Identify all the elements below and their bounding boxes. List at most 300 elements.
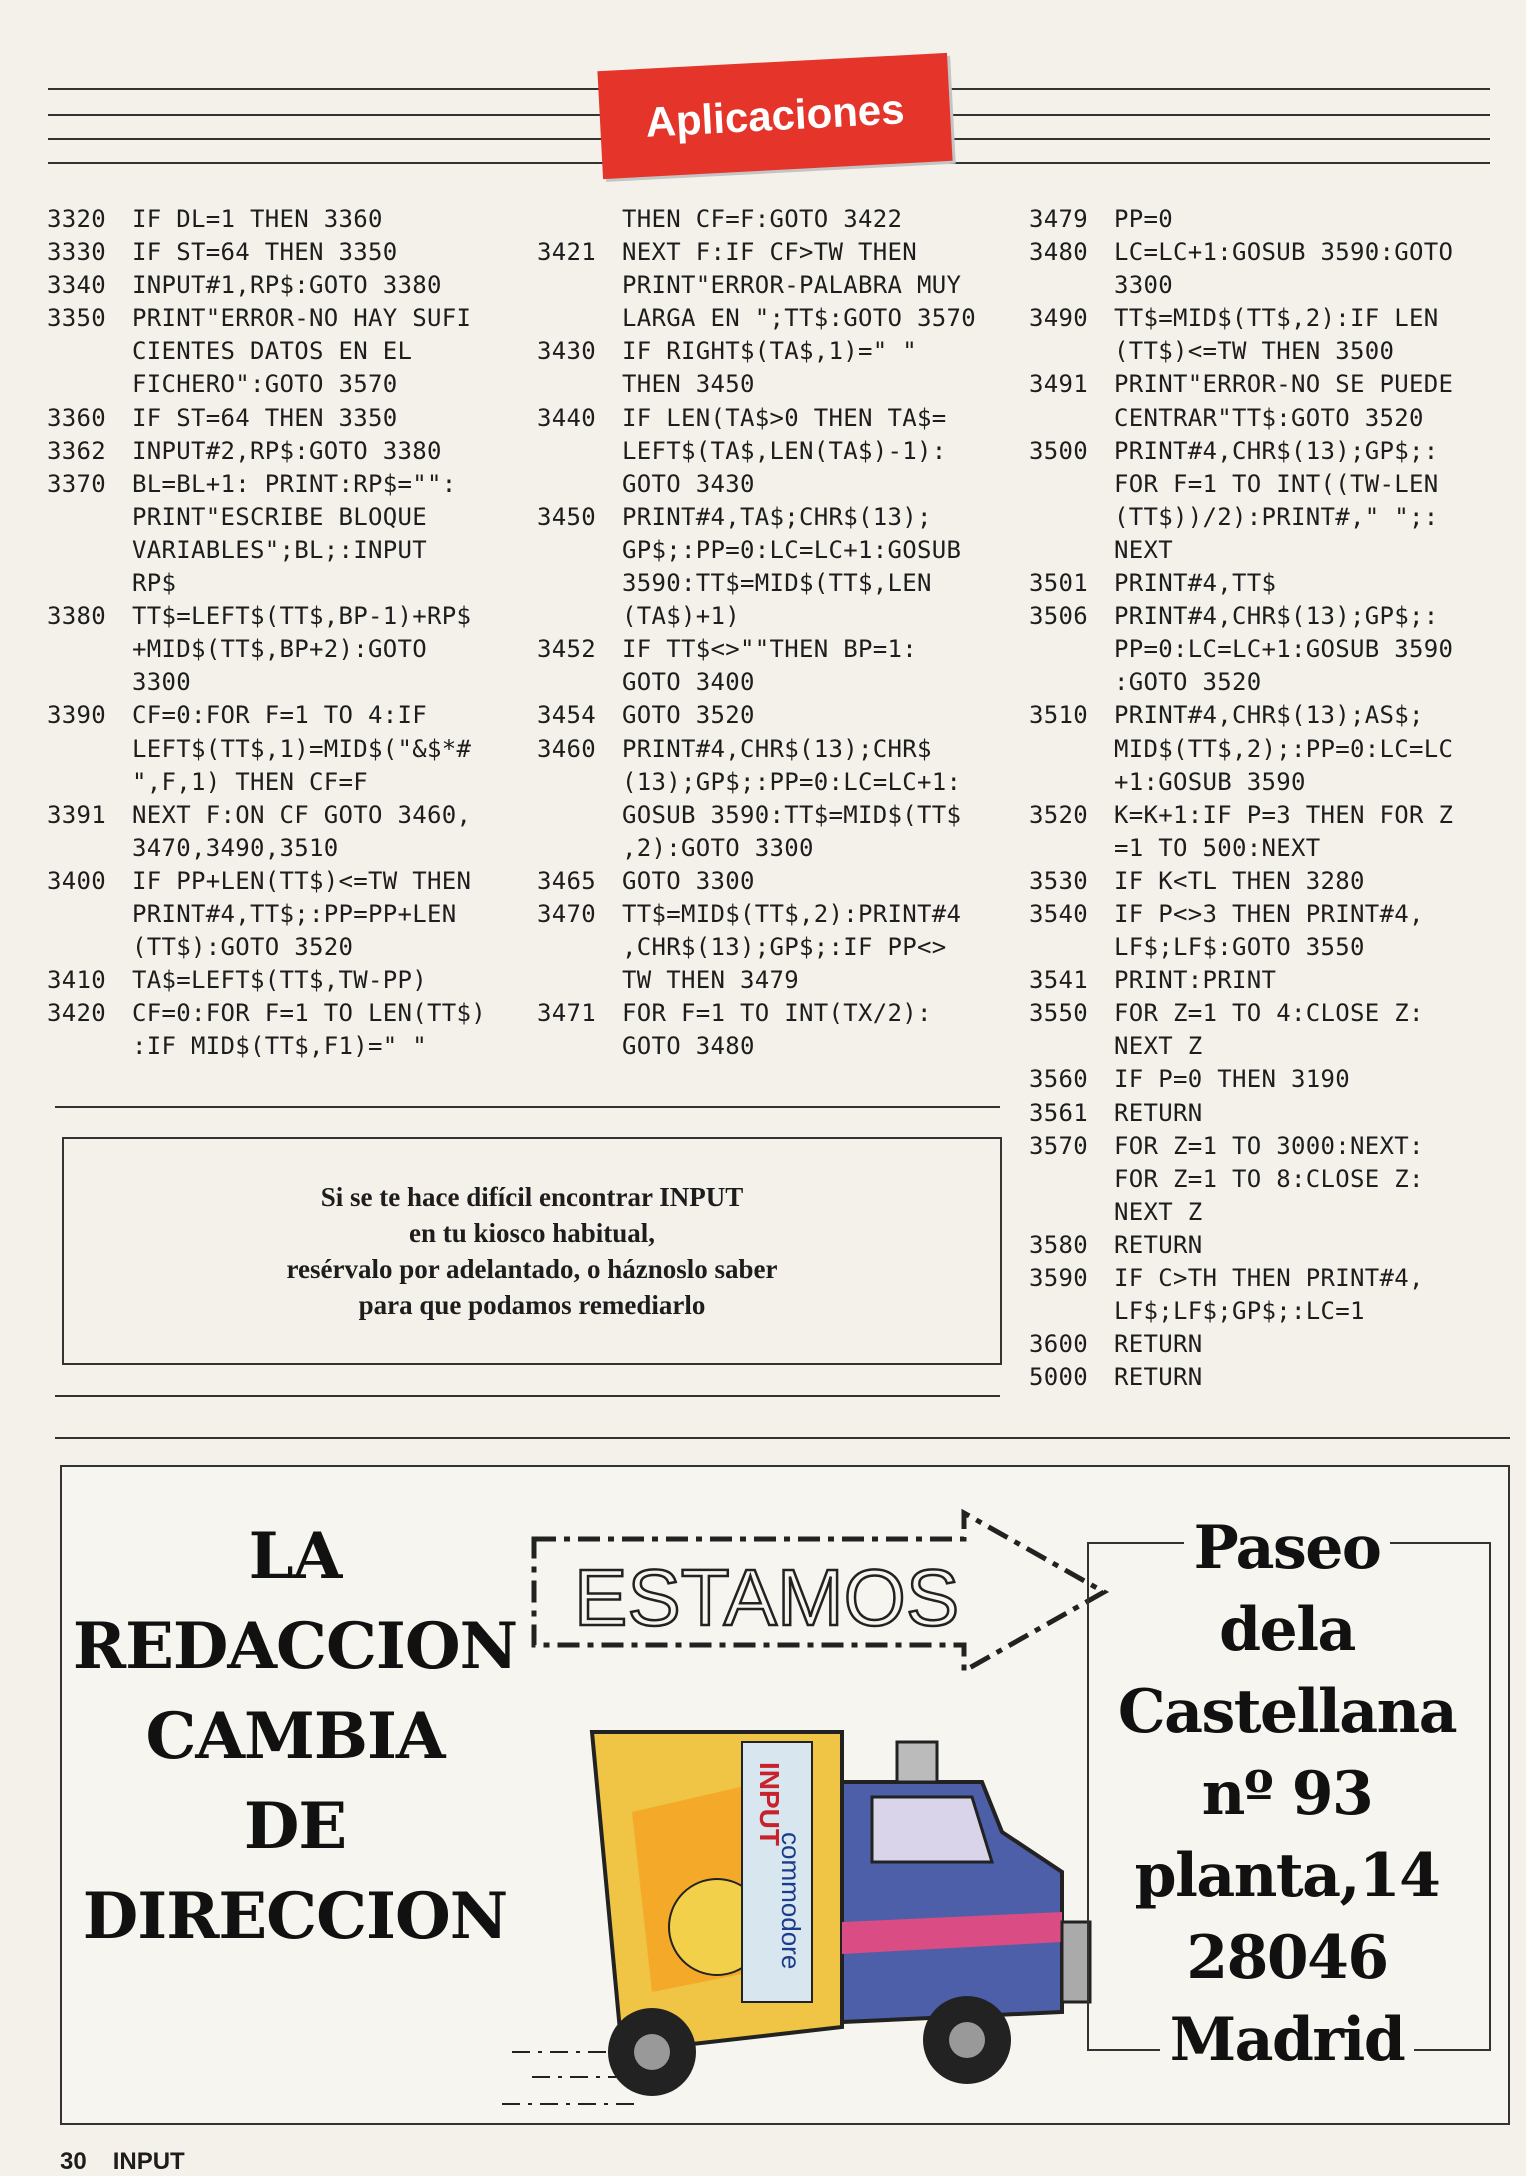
truck-magazine-text: INPUT bbox=[754, 1762, 785, 1846]
line-number: 3510 bbox=[1029, 701, 1088, 730]
notice-line: resérvalo por adelantado, o háznoslo saber bbox=[286, 1254, 778, 1284]
address-line: nº 93 bbox=[1192, 1753, 1383, 1835]
line-number bbox=[537, 203, 622, 236]
line-number: 3600 bbox=[1029, 1330, 1088, 1359]
code-line bbox=[47, 666, 522, 699]
code-text: PRINT#4,TA$;CHR$(13); bbox=[622, 502, 932, 531]
code-text: IF PP+LEN(TT$)<=TW THEN bbox=[132, 866, 472, 895]
section-title: Aplicaciones bbox=[644, 85, 906, 146]
code-line bbox=[537, 600, 1027, 633]
code-line bbox=[1029, 435, 1509, 468]
line-number bbox=[1029, 534, 1114, 567]
code-text: IF RIGHT$(TA$,1)=" " bbox=[622, 337, 917, 366]
code-line bbox=[1029, 699, 1509, 732]
code-text: (TT$)<=TW THEN 3500 bbox=[1114, 337, 1395, 366]
code-line bbox=[1029, 931, 1509, 964]
line-number: 3540 bbox=[1029, 899, 1088, 928]
code-text: GP$;:PP=0:LC=LC+1:GOSUB bbox=[622, 535, 962, 564]
code-text: GOTO 3400 bbox=[622, 668, 755, 697]
line-number bbox=[1029, 733, 1114, 766]
code-line bbox=[537, 997, 1027, 1030]
code-line bbox=[47, 567, 522, 600]
line-number: 3560 bbox=[1029, 1065, 1088, 1094]
address-line: Madrid bbox=[1160, 1999, 1415, 2081]
code-text: RETURN bbox=[1114, 1330, 1203, 1359]
code-text: RETURN bbox=[1114, 1363, 1203, 1392]
line-number bbox=[1029, 335, 1114, 368]
line-number: 3580 bbox=[1029, 1230, 1088, 1259]
code-text: +1:GOSUB 3590 bbox=[1114, 767, 1306, 796]
line-number bbox=[47, 501, 132, 534]
code-text: RETURN bbox=[1114, 1230, 1203, 1259]
code-text: IF P=0 THEN 3190 bbox=[1114, 1065, 1350, 1094]
line-number bbox=[537, 666, 622, 699]
code-line bbox=[537, 534, 1027, 567]
code-line bbox=[47, 435, 522, 468]
code-text: PRINT:PRINT bbox=[1114, 966, 1277, 995]
line-number bbox=[537, 600, 622, 633]
relocation-ad bbox=[60, 1465, 1510, 2125]
line-number bbox=[537, 832, 622, 865]
code-line bbox=[1029, 567, 1509, 600]
code-text: NEXT Z bbox=[1114, 1197, 1203, 1226]
ad-headline bbox=[70, 1512, 520, 1962]
code-line bbox=[537, 964, 1027, 997]
code-line bbox=[1029, 1030, 1509, 1063]
line-number: 3530 bbox=[1029, 866, 1088, 895]
code-text: FOR Z=1 TO 8:CLOSE Z: bbox=[1114, 1164, 1424, 1193]
line-number bbox=[537, 567, 622, 600]
address-line: Paseo bbox=[1184, 1507, 1391, 1589]
code-text: IF LEN(TA$>0 THEN TA$= bbox=[622, 403, 947, 432]
line-number bbox=[1029, 633, 1114, 666]
code-text: ,2):GOTO 3300 bbox=[622, 833, 814, 862]
code-line bbox=[537, 898, 1027, 931]
code-text: LF$;LF$;GP$;:LC=1 bbox=[1114, 1297, 1365, 1326]
ad-headline-line: DE bbox=[243, 1789, 347, 1864]
code-text: TT$=MID$(TT$,2):IF LEN bbox=[1114, 304, 1439, 333]
code-line bbox=[47, 402, 522, 435]
code-line bbox=[537, 733, 1027, 766]
code-line bbox=[1029, 1063, 1509, 1096]
code-text: PRINT#4,TT$;:PP=PP+LEN bbox=[132, 899, 457, 928]
code-text: GOTO 3430 bbox=[622, 469, 755, 498]
code-line bbox=[47, 501, 522, 534]
line-number bbox=[537, 931, 622, 964]
code-line bbox=[537, 368, 1027, 401]
code-text: THEN CF=F:GOTO 3422 bbox=[622, 205, 903, 233]
code-line bbox=[537, 1030, 1027, 1063]
code-text: LEFT$(TT$,1)=MID$("&$*# bbox=[132, 734, 472, 763]
line-number: 3410 bbox=[47, 966, 106, 995]
line-number: 3490 bbox=[1029, 304, 1088, 333]
code-line bbox=[47, 931, 522, 964]
line-number bbox=[1029, 1295, 1114, 1328]
code-text: LARGA EN ";TT$:GOTO 3570 bbox=[622, 304, 976, 333]
line-number bbox=[1029, 766, 1114, 799]
truck-brand-text: commodore bbox=[776, 1832, 806, 1970]
code-line bbox=[537, 633, 1027, 666]
code-text: PP=0:LC=LC+1:GOSUB 3590 bbox=[1114, 635, 1454, 664]
truck-illustration bbox=[502, 1722, 1122, 2117]
line-number bbox=[1029, 501, 1114, 534]
line-number: 3391 bbox=[47, 800, 106, 829]
line-number: 3561 bbox=[1029, 1098, 1088, 1127]
code-text: 3300 bbox=[1114, 271, 1173, 300]
code-text: IF K<TL THEN 3280 bbox=[1114, 866, 1365, 895]
code-text: FOR Z=1 TO 4:CLOSE Z: bbox=[1114, 999, 1424, 1028]
code-line bbox=[537, 799, 1027, 832]
code-text: RP$ bbox=[132, 569, 177, 598]
line-number bbox=[47, 368, 132, 401]
line-number bbox=[1029, 1196, 1114, 1229]
code-text: NEXT F:ON CF GOTO 3460, bbox=[132, 800, 472, 829]
code-line bbox=[537, 236, 1027, 269]
code-text: (TT$))/2):PRINT#," ";: bbox=[1114, 502, 1439, 531]
line-number bbox=[47, 335, 132, 368]
code-text: (TA$)+1) bbox=[622, 602, 740, 631]
code-line bbox=[537, 302, 1027, 335]
line-number bbox=[537, 964, 622, 997]
line-number: 3362 bbox=[47, 436, 106, 465]
code-line bbox=[1029, 766, 1509, 799]
code-line bbox=[1029, 1163, 1509, 1196]
code-text: RETURN bbox=[1114, 1098, 1203, 1127]
ad-headline-line: REDACCION bbox=[72, 1609, 518, 1684]
code-text: NEXT F:IF CF>TW THEN bbox=[622, 238, 917, 267]
line-number: 3480 bbox=[1029, 238, 1088, 267]
notice-line: Si se te hace difícil encontrar INPUT bbox=[320, 1182, 744, 1212]
ad-headline-line: DIRECCION bbox=[82, 1879, 508, 1954]
line-number bbox=[537, 799, 622, 832]
line-number: 3430 bbox=[537, 337, 596, 366]
line-number: 3340 bbox=[47, 271, 106, 300]
code-text: ",F,1) THEN CF=F bbox=[132, 767, 368, 796]
code-line bbox=[47, 236, 522, 269]
line-number bbox=[537, 302, 622, 335]
code-line bbox=[1029, 203, 1509, 236]
line-number bbox=[1029, 832, 1114, 865]
code-line bbox=[1029, 666, 1509, 699]
code-text: (TT$):GOTO 3520 bbox=[132, 933, 354, 962]
line-number bbox=[47, 931, 132, 964]
code-text: K=K+1:IF P=3 THEN FOR Z bbox=[1114, 800, 1454, 829]
code-text: INPUT#2,RP$:GOTO 3380 bbox=[132, 436, 442, 465]
address-line: Castellana bbox=[1108, 1671, 1466, 1753]
ad-headline-line: LA bbox=[248, 1519, 342, 1594]
line-number: 3420 bbox=[47, 999, 106, 1028]
line-number bbox=[47, 832, 132, 865]
line-number: 3500 bbox=[1029, 436, 1088, 465]
line-number: 3465 bbox=[537, 866, 596, 895]
code-text: IF DL=1 THEN 3360 bbox=[132, 205, 383, 233]
code-text: CENTRAR"TT$:GOTO 3520 bbox=[1114, 403, 1424, 432]
arrow-graphic bbox=[524, 1507, 1114, 1677]
code-text: PRINT#4,CHR$(13);GP$;: bbox=[1114, 436, 1439, 465]
code-line bbox=[1029, 898, 1509, 931]
code-line bbox=[537, 567, 1027, 600]
code-line bbox=[47, 368, 522, 401]
code-line bbox=[47, 997, 522, 1030]
code-line bbox=[537, 435, 1027, 468]
line-number bbox=[537, 269, 622, 302]
line-number bbox=[1029, 468, 1114, 501]
code-text: FOR F=1 TO INT(TX/2): bbox=[622, 999, 932, 1028]
code-line bbox=[537, 699, 1027, 732]
line-number bbox=[1029, 402, 1114, 435]
code-text: NEXT Z bbox=[1114, 1032, 1203, 1061]
code-line bbox=[47, 468, 522, 501]
line-number bbox=[537, 534, 622, 567]
code-line bbox=[537, 832, 1027, 865]
code-text: LC=LC+1:GOSUB 3590:GOTO bbox=[1114, 238, 1454, 267]
code-text: 3470,3490,3510 bbox=[132, 833, 339, 862]
code-text: :GOTO 3520 bbox=[1114, 668, 1262, 697]
code-line bbox=[47, 1030, 522, 1063]
code-line bbox=[1029, 1097, 1509, 1130]
code-text: PRINT"ERROR-PALABRA MUY bbox=[622, 271, 962, 300]
code-text: CF=0:FOR F=1 TO LEN(TT$) bbox=[132, 999, 486, 1028]
code-line bbox=[537, 402, 1027, 435]
line-number: 3450 bbox=[537, 502, 596, 531]
code-line bbox=[47, 269, 522, 302]
code-line bbox=[47, 799, 522, 832]
line-number: 3460 bbox=[537, 734, 596, 763]
line-number bbox=[537, 1030, 622, 1063]
line-number: 3380 bbox=[47, 602, 106, 631]
code-text: IF C>TH THEN PRINT#4, bbox=[1114, 1264, 1424, 1292]
line-number bbox=[47, 666, 132, 699]
code-text: VARIABLES";BL;:INPUT bbox=[132, 535, 427, 564]
line-number: 3421 bbox=[537, 238, 596, 267]
line-number: 3454 bbox=[537, 701, 596, 730]
code-line bbox=[1029, 733, 1509, 766]
line-number: 3440 bbox=[537, 403, 596, 432]
code-text: GOTO 3300 bbox=[622, 866, 755, 895]
line-number bbox=[47, 733, 132, 766]
code-line bbox=[1029, 600, 1509, 633]
line-number bbox=[1029, 1030, 1114, 1063]
line-number: 5000 bbox=[1029, 1363, 1088, 1392]
code-line bbox=[537, 766, 1027, 799]
code-line bbox=[1029, 1262, 1509, 1295]
address-line: dela bbox=[1209, 1589, 1365, 1671]
code-line bbox=[537, 269, 1027, 302]
code-line bbox=[47, 600, 522, 633]
address-line: planta,14 bbox=[1125, 1835, 1450, 1917]
page-number: 30 bbox=[60, 2148, 87, 2175]
code-line bbox=[1029, 302, 1509, 335]
code-text: TW THEN 3479 bbox=[622, 966, 799, 995]
code-line bbox=[1029, 534, 1509, 567]
code-text: PP=0 bbox=[1114, 205, 1173, 233]
line-number: 3452 bbox=[537, 635, 596, 664]
code-line bbox=[1029, 402, 1509, 435]
code-line bbox=[1029, 1361, 1509, 1394]
code-text: PRINT"ERROR-NO HAY SUFI bbox=[132, 304, 472, 333]
line-number bbox=[47, 1030, 132, 1063]
code-text: :IF MID$(TT$,F1)=" " bbox=[132, 1032, 427, 1061]
code-text: THEN 3450 bbox=[622, 370, 755, 399]
code-text: GOTO 3480 bbox=[622, 1032, 755, 1061]
code-text: PRINT#4,CHR$(13);CHR$ bbox=[622, 734, 932, 763]
code-text: 3300 bbox=[132, 668, 191, 697]
code-line bbox=[47, 302, 522, 335]
line-number: 3360 bbox=[47, 403, 106, 432]
code-text: FOR F=1 TO INT((TW-LEN bbox=[1114, 469, 1439, 498]
code-text: GOSUB 3590:TT$=MID$(TT$ bbox=[622, 800, 962, 829]
code-text: ,CHR$(13);GP$;:IF PP<> bbox=[622, 933, 947, 962]
code-line bbox=[1029, 501, 1509, 534]
code-line bbox=[47, 733, 522, 766]
code-line bbox=[1029, 1328, 1509, 1361]
line-number: 3350 bbox=[47, 304, 106, 333]
notice-bottom-rule bbox=[55, 1395, 1000, 1397]
code-text: IF TT$<>""THEN BP=1: bbox=[622, 635, 917, 664]
listing-column-3 bbox=[1029, 203, 1509, 1394]
code-line bbox=[47, 633, 522, 666]
code-line bbox=[1029, 1196, 1509, 1229]
code-text: BL=BL+1: PRINT:RP$="": bbox=[132, 469, 457, 498]
code-text: IF P<>3 THEN PRINT#4, bbox=[1114, 899, 1424, 928]
code-text: NEXT bbox=[1114, 535, 1173, 564]
code-text: MID$(TT$,2);:PP=0:LC=LC bbox=[1114, 734, 1454, 763]
address-line: 28046 bbox=[1176, 1917, 1397, 1999]
code-line bbox=[537, 931, 1027, 964]
line-number: 3400 bbox=[47, 866, 106, 895]
code-line bbox=[1029, 964, 1509, 997]
line-number bbox=[47, 567, 132, 600]
line-number: 3491 bbox=[1029, 370, 1088, 399]
arrow-text: ESTAMOS bbox=[574, 1553, 960, 1642]
listing-bottom-rule bbox=[55, 1106, 1000, 1108]
code-line bbox=[1029, 997, 1509, 1030]
line-number: 3520 bbox=[1029, 800, 1088, 829]
line-number bbox=[537, 766, 622, 799]
code-text: IF ST=64 THEN 3350 bbox=[132, 238, 398, 267]
code-line bbox=[1029, 799, 1509, 832]
code-line bbox=[47, 335, 522, 368]
line-number bbox=[47, 534, 132, 567]
line-number: 3471 bbox=[537, 999, 596, 1028]
notice-line: en tu kiosco habitual, bbox=[408, 1218, 656, 1248]
line-number bbox=[1029, 931, 1114, 964]
code-line bbox=[537, 203, 1027, 236]
code-line bbox=[47, 534, 522, 567]
code-text: PRINT"ERROR-NO SE PUEDE bbox=[1114, 370, 1454, 399]
code-line bbox=[1029, 368, 1509, 401]
line-number: 3470 bbox=[537, 899, 596, 928]
code-text: CF=0:FOR F=1 TO 4:IF bbox=[132, 701, 427, 730]
code-line bbox=[1029, 269, 1509, 302]
line-number: 3590 bbox=[1029, 1264, 1088, 1292]
code-line bbox=[1029, 468, 1509, 501]
line-number: 3370 bbox=[47, 469, 106, 498]
magazine-name: INPUT bbox=[112, 2148, 185, 2175]
line-number: 3320 bbox=[47, 205, 106, 233]
line-number bbox=[47, 898, 132, 931]
line-number bbox=[1029, 666, 1114, 699]
code-line bbox=[47, 865, 522, 898]
code-line bbox=[537, 865, 1027, 898]
code-line bbox=[537, 666, 1027, 699]
code-text: =1 TO 500:NEXT bbox=[1114, 833, 1321, 862]
code-text: PRINT#4,CHR$(13);AS$; bbox=[1114, 701, 1424, 730]
code-text: (13);GP$;:PP=0:LC=LC+1: bbox=[622, 767, 962, 796]
code-line bbox=[47, 964, 522, 997]
line-number bbox=[537, 468, 622, 501]
notice-line: para que podamos remediarlo bbox=[358, 1290, 706, 1320]
line-number bbox=[47, 633, 132, 666]
line-number bbox=[537, 368, 622, 401]
code-line bbox=[47, 203, 522, 236]
code-text: LF$;LF$:GOTO 3550 bbox=[1114, 933, 1365, 962]
line-number: 3390 bbox=[47, 701, 106, 730]
line-number bbox=[1029, 269, 1114, 302]
code-line bbox=[1029, 1130, 1509, 1163]
code-line bbox=[47, 766, 522, 799]
page-footer bbox=[60, 2148, 211, 2176]
code-text: 3590:TT$=MID$(TT$,LEN bbox=[622, 569, 932, 598]
code-line bbox=[47, 898, 522, 931]
line-number: 3506 bbox=[1029, 602, 1088, 631]
code-text: LEFT$(TA$,LEN(TA$)-1): bbox=[622, 436, 947, 465]
line-number: 3550 bbox=[1029, 999, 1088, 1028]
code-text: TT$=LEFT$(TT$,BP-1)+RP$ bbox=[132, 602, 472, 631]
code-text: INPUT#1,RP$:GOTO 3380 bbox=[132, 271, 442, 300]
line-number: 3330 bbox=[47, 238, 106, 267]
ad-top-rule bbox=[55, 1437, 1510, 1439]
code-text: PRINT"ESCRIBE BLOQUE bbox=[132, 502, 427, 531]
listing-column-2 bbox=[537, 203, 1027, 1063]
line-number: 3541 bbox=[1029, 966, 1088, 995]
code-line bbox=[1029, 633, 1509, 666]
code-line bbox=[1029, 1295, 1509, 1328]
code-line bbox=[1029, 335, 1509, 368]
code-text: +MID$(TT$,BP+2):GOTO bbox=[132, 635, 427, 664]
notice-box bbox=[62, 1137, 1002, 1365]
line-number bbox=[47, 766, 132, 799]
listing-column-1 bbox=[47, 203, 522, 1063]
code-text: TT$=MID$(TT$,2):PRINT#4 bbox=[622, 899, 962, 928]
code-text: GOTO 3520 bbox=[622, 701, 755, 730]
code-line bbox=[1029, 236, 1509, 269]
ad-headline-line: CAMBIA bbox=[145, 1699, 445, 1774]
code-text: FOR Z=1 TO 3000:NEXT: bbox=[1114, 1131, 1424, 1160]
code-text: IF ST=64 THEN 3350 bbox=[132, 403, 398, 432]
line-number bbox=[537, 435, 622, 468]
line-number: 3479 bbox=[1029, 205, 1088, 233]
address-block bbox=[1062, 1507, 1512, 2081]
code-text: FICHERO":GOTO 3570 bbox=[132, 370, 398, 399]
code-line bbox=[1029, 832, 1509, 865]
code-line bbox=[537, 468, 1027, 501]
code-line bbox=[537, 501, 1027, 534]
section-banner bbox=[597, 53, 952, 179]
code-text: TA$=LEFT$(TT$,TW-PP) bbox=[132, 966, 427, 995]
code-text: CIENTES DATOS EN EL bbox=[132, 337, 413, 366]
line-number bbox=[1029, 1163, 1114, 1196]
code-line bbox=[537, 335, 1027, 368]
code-line bbox=[47, 699, 522, 732]
line-number: 3570 bbox=[1029, 1131, 1088, 1160]
code-line bbox=[1029, 865, 1509, 898]
code-line bbox=[47, 832, 522, 865]
code-text: PRINT#4,CHR$(13);GP$;: bbox=[1114, 602, 1439, 631]
line-number: 3501 bbox=[1029, 569, 1088, 598]
code-line bbox=[1029, 1229, 1509, 1262]
code-text: PRINT#4,TT$ bbox=[1114, 569, 1277, 598]
